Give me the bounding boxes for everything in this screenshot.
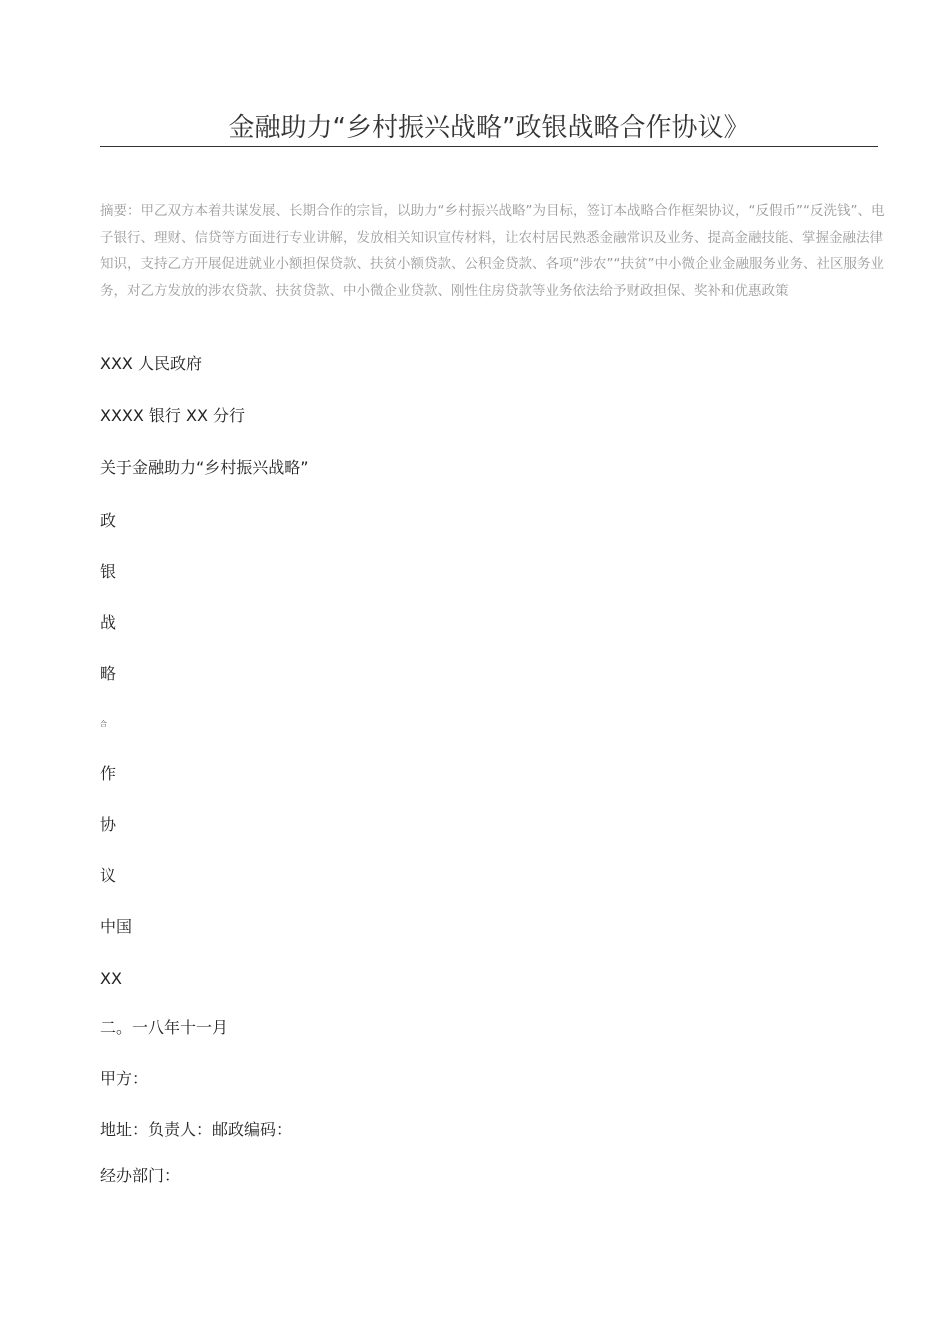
document-abstract: 摘要：甲乙双方本着共谋发展、长期合作的宗旨，以助力“乡村振兴战略”为目标，签订本战略合作框架协议，“反假币”“反洗钱”、电子银行、理财、信贷等方面进行专业讲解，发放相关知识宣传材料，让农村居民熟悉金融常识及业务、提高金融技能、掌握金融法律知识，支持乙方开展促进就业小额担保贷款、扶贫小额贷款、公积金贷款、各项“涉农”“扶贫”中小微企业金融服务业务、社区服务业务，对乙方发放的涉农贷款、扶贫贷款、中小微企业贷款、刚性住房贷款等业务依法给予财政担保、奖补和优惠政策 — [100, 203, 885, 299]
vertical-title-char: 略 — [100, 664, 117, 683]
issuer-government: XXX 人民政府 — [100, 354, 202, 373]
agreement-subject: 关于金融助力“乡村振兴战略” — [100, 458, 309, 477]
vertical-title-char: 作 — [100, 764, 117, 783]
party-a-label: 甲方： — [100, 1069, 149, 1088]
vertical-title-char: 协 — [100, 815, 117, 834]
address-contact-line: 地址：负责人：邮政编码： — [100, 1120, 293, 1139]
document-title: 金融助力“乡村振兴战略”政银战略合作协议》 — [100, 110, 878, 147]
country-line: 中国 — [100, 917, 133, 936]
document-date: 二。一八年十一月 — [100, 1018, 229, 1037]
placeholder-line: XX — [100, 969, 122, 988]
vertical-title-char-small: 合 — [100, 720, 107, 728]
handling-department-line: 经办部门： — [100, 1166, 181, 1185]
vertical-title-char: 银 — [100, 562, 117, 581]
vertical-title-char: 战 — [100, 613, 117, 632]
vertical-title-char: 议 — [100, 866, 117, 885]
issuer-bank: XXXX 银行 XX 分行 — [100, 406, 246, 425]
vertical-title-char: 政 — [100, 511, 117, 530]
